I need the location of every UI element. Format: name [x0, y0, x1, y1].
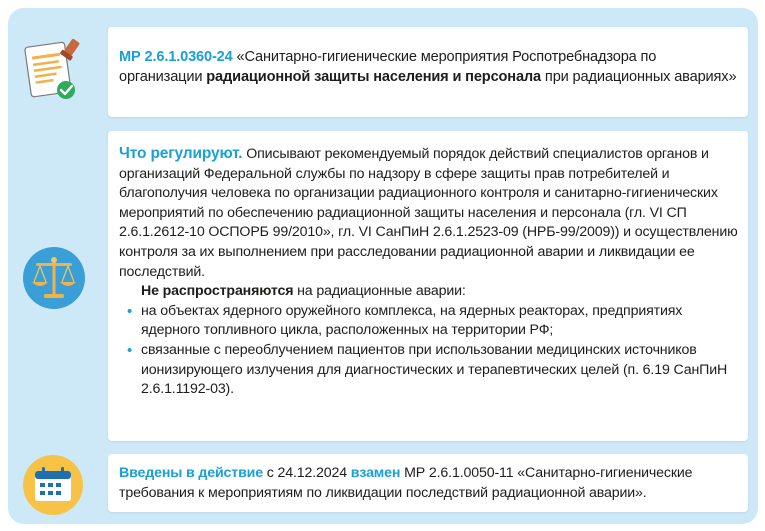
- scales-icon: [22, 246, 86, 310]
- scope-body: Описывают рекомендуемый порядок действий специалистов органов и организаций Федеральной службы по надзору в сфере защиты прав потребителей и благополучия человека по организации радиационного контроля и санитарно-гигиенических мероприятий по обеспечению радиационной защиты населения и персонала (гл. VI СП 2.6.1.2612-10 ОСПОРБ 99/2010», гл. VI СанПиН 2.6.1.2523-09 (НРБ-99/2009)) и осуществлению контроля за их выполнением при расследовании радиационной аварии и ликвидации ее последствий.: [119, 146, 738, 280]
- list-item: • связанные с переоблучением пациентов при использовании медицинских источников ионизирующего излучения для диагностических и терапевтических целей (п. 6.19 СанПиН 2.6.1.1192-03).: [119, 341, 738, 400]
- title-part-2: при радиационных авариях»: [541, 69, 737, 85]
- calendar-icon: [22, 454, 84, 516]
- title-bold-part: радиационной защиты населения и персонала: [206, 69, 542, 85]
- list-item: • на объектах ядерного оружейного комплекса, на ядерных реакторах, предприятиях ядерного топливного цикла, расположенных на территории РФ;: [119, 302, 738, 341]
- scope-card: [108, 131, 748, 441]
- scope-heading: Что регулируют.: [119, 145, 243, 162]
- document-title-card: [108, 27, 748, 117]
- effective-date: с 24.12.2024: [262, 465, 351, 481]
- document-check-icon: [22, 36, 84, 102]
- info-panel: [8, 8, 758, 524]
- document-code: МР 2.6.1.0360-24: [119, 49, 233, 65]
- effective-date-text: [119, 464, 738, 503]
- replaces-text: МР 2.6.1.0050-11 «Санитарно-гигиенические требования к мероприятиям по ликвидации последствий радиационной аварии».: [119, 465, 693, 501]
- effective-label: Введены в действие: [119, 465, 263, 481]
- document-title: [119, 47, 738, 87]
- exclusion-line: [119, 282, 738, 302]
- scope-text: [119, 144, 738, 400]
- exclusion-list: [119, 302, 738, 400]
- effective-date-card: [108, 454, 748, 512]
- exclusion-bold: Не распространяются: [141, 283, 294, 300]
- replaces-label: взамен: [350, 465, 401, 481]
- title-part-1: «Санитарно-гигиенические мероприятия Роспотребнадзора по организации: [119, 49, 657, 85]
- scope-paragraph: [119, 144, 738, 282]
- exclusion-rest: на радиационные аварии:: [293, 283, 466, 300]
